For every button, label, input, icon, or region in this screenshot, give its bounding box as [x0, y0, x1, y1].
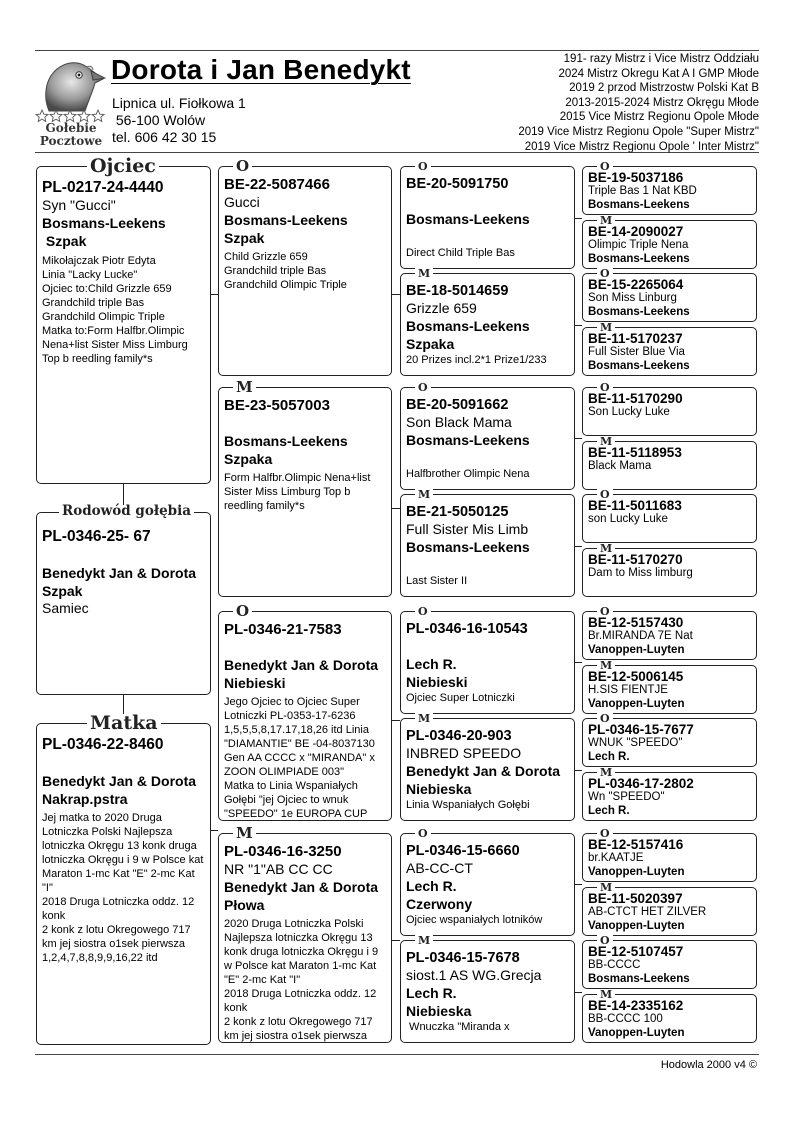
subject-label: Rodowód gołębia: [59, 505, 194, 519]
color: [406, 449, 571, 467]
card-body: [588, 224, 753, 266]
dam-ring: PL-0346-22-8460: [42, 736, 164, 753]
ring-number: PL-0346-21-7583: [224, 621, 342, 638]
sire-marker: O: [597, 935, 613, 946]
ring-number: PL-0346-16-10543: [406, 621, 528, 637]
sire-card[interactable]: [36, 155, 211, 484]
gen3-card[interactable]: [400, 381, 575, 490]
connector-line: [392, 720, 400, 721]
achievements: [518, 52, 759, 154]
breeder: Bosmans-Leekens: [588, 973, 690, 985]
pigeon-name: Olimpic Triple Nena: [588, 239, 689, 251]
card-body: [588, 445, 753, 473]
pigeon-name: Br.MIRANDA 7E Nat: [588, 630, 693, 642]
dam-breeder: Benedykt Jan & Dorota: [42, 773, 197, 789]
achievement-line: 191- razy Mistrz i Vice Mistrz Oddziału: [563, 53, 759, 65]
breeder: Bosmans-Leekens: [406, 432, 530, 448]
sire-marker: O: [597, 161, 613, 172]
pigeon-name: siost.1 AS WG.Grecja: [406, 967, 542, 983]
card-body: [406, 504, 571, 588]
card-body: [588, 998, 753, 1040]
gen4-card[interactable]: [582, 934, 757, 989]
ring-number: BE-19-5037186: [588, 170, 684, 185]
notes: Linia Wspaniałych Gołębi: [406, 799, 530, 811]
ring-number: BE-12-5107457: [588, 944, 684, 959]
gen2-card[interactable]: [218, 824, 392, 1043]
card-body: [406, 621, 571, 705]
card-body: [588, 331, 753, 373]
card-body: [588, 891, 753, 933]
connector-line: [392, 508, 400, 509]
ring-number: BE-21-5050125: [406, 504, 509, 520]
dam-marker: M: [597, 322, 615, 333]
subject-card[interactable]: [36, 503, 211, 695]
breeder: Vanoppen-Luyten: [588, 644, 685, 656]
sire-marker: O: [597, 382, 613, 393]
ring-number: BE-11-5170237: [588, 331, 683, 346]
sire-ring: PL-0217-24-4440: [42, 179, 164, 196]
pigeon-name: AB-CC-CT: [406, 860, 473, 876]
gen4-card[interactable]: [582, 321, 757, 376]
gen3-card[interactable]: [400, 267, 575, 376]
card-body: [224, 843, 388, 1043]
sire-marker: O: [415, 606, 431, 617]
pigeon-name: Triple Bas 1 Nat KBD: [588, 185, 697, 197]
pigeon-name: [224, 415, 388, 432]
ring-number: BE-18-5014659: [406, 283, 509, 299]
breeder: Lech R.: [406, 656, 457, 672]
dam-marker: M: [597, 882, 615, 893]
pigeon-name: Gucci: [224, 194, 260, 210]
card-body: [588, 170, 753, 212]
pigeon-name: son Lucky Luke: [588, 513, 668, 525]
address-street: Lipnica ul. Fiołkowa 1: [112, 95, 246, 111]
ring-number: BE-20-5091750: [406, 176, 509, 192]
ring-number: PL-0346-15-7678: [406, 950, 520, 966]
ring-number: BE-12-5157416: [588, 837, 684, 852]
dam-marker: M: [597, 989, 615, 1000]
ring-number: BE-11-5170270: [588, 552, 683, 567]
dam-marker: M: [415, 489, 433, 500]
breeder: Lech R.: [588, 751, 630, 763]
dam-marker: M: [415, 713, 433, 724]
notes: Jego Ojciec to Ojciec Super Lotniczki PL-0353-17-6236 1,5,5,5,8,17.17,18,26 itd Linia "DIAMANTIE" BE -04-8037130 Gen AA CCCC x "MIRANDA" x ZOON OLIMPIADE 003" Matka to Linia Wspaniałych Gołębi "jej Ojciec to wnuk "SPEEDO" 1e EUROPA CUP: [224, 696, 375, 820]
sire-marker: O: [415, 161, 431, 172]
ring-number: BE-12-5006145: [588, 669, 684, 684]
breeder: Vanoppen-Luyten: [588, 866, 685, 878]
ring-number: BE-20-5091662: [406, 397, 509, 413]
pigeon-name: Dam to Miss limburg: [588, 567, 693, 579]
sire-breeder: Bosmans-Leekens: [42, 215, 166, 231]
sire-color: Szpak: [42, 233, 87, 249]
connector-line: [575, 662, 582, 663]
ring-number: BE-11-5118953: [588, 445, 682, 460]
card-body: [588, 277, 753, 319]
notes: 2020 Druga Lotniczka Polski Najlepsza lotniczka Okręgu 13 konk druga lotniczka Okręgu i 9 w Polsce kat Maraton 1-mc Kat "E" 2-mc Kat "I" 2018 Druga Lotniczka oddz. 12 konk 2 konk z lotu Okregowego 717 km jej siostra o1sek pierwsza: [224, 918, 379, 1042]
gen4-card[interactable]: [582, 766, 757, 821]
connector-line: [211, 830, 218, 831]
achievement-line: 2019 Vice Mistrz Regionu Opole "Super Mistrz": [518, 125, 759, 138]
card-body: [588, 552, 753, 580]
color: Czerwony: [406, 896, 473, 912]
gen4-card[interactable]: [582, 988, 757, 1043]
gen3-card[interactable]: [400, 488, 575, 597]
ring-number: PL-0346-17-2802: [588, 776, 694, 791]
logo: [35, 53, 107, 148]
gen4-card[interactable]: [582, 605, 757, 660]
dam-marker: M: [233, 826, 256, 841]
achievement-line: 2015 Vice Mistrz Regionu Opole Młode: [559, 111, 759, 124]
connector-line: [575, 218, 582, 219]
pigeon-name: AB-CTCT HET ZILVER: [588, 906, 707, 918]
dam-marker: M: [597, 660, 615, 671]
breeder: Vanoppen-Luyten: [588, 920, 685, 932]
subject-breeder: Benedykt Jan & Dorota: [42, 565, 197, 581]
dam-color: Nakrap.pstra: [42, 791, 128, 807]
footer-rule: [35, 1054, 759, 1055]
color: [406, 228, 571, 246]
color: Niebieska: [406, 781, 472, 797]
gen4-card[interactable]: [582, 542, 757, 597]
ring-number: BE-22-5087466: [224, 176, 330, 193]
gen4-card[interactable]: [582, 435, 757, 490]
gen3-card[interactable]: [400, 712, 575, 821]
card-body: [588, 669, 753, 711]
color: Szpaka: [406, 336, 455, 352]
page-title: Dorota i Jan Benedykt: [111, 54, 411, 85]
gen4-card[interactable]: [582, 214, 757, 269]
card-body: [588, 615, 753, 657]
ring-number: BE-14-2335162: [588, 998, 684, 1013]
gen4-card[interactable]: [582, 881, 757, 936]
connector-line: [392, 940, 400, 941]
dam-marker: M: [233, 380, 256, 395]
logo-text-line2: Pocztowe: [39, 134, 103, 148]
dam-marker: M: [597, 215, 615, 226]
color: Niebieska: [406, 1003, 472, 1019]
ring-number: BE-12-5157430: [588, 615, 684, 630]
gen3-card[interactable]: [400, 605, 575, 714]
dam-marker: M: [597, 767, 615, 778]
pigeon-name: Full Sister Mis Limb: [406, 521, 529, 537]
achievement-line: 2019 2 przod Mistrzostw Polski Kat B: [569, 82, 759, 95]
sire-label: Ojciec: [87, 157, 159, 176]
card-body: [224, 176, 388, 292]
gen2-card[interactable]: [218, 602, 392, 821]
achievement-line: 2013-2015-2024 Mistrz Okręgu Młode: [565, 96, 759, 109]
color: [406, 556, 571, 574]
breeder: Bosmans-Leekens: [406, 318, 530, 334]
breeder: Bosmans-Leekens: [224, 212, 348, 228]
breeder: Bosmans-Leekens: [406, 539, 530, 555]
card-body: [588, 498, 753, 526]
gen2-card[interactable]: [218, 378, 392, 597]
pigeon-name: NR "1"AB CC CC: [224, 861, 333, 877]
notes: Ojciec Super Lotniczki: [406, 692, 515, 704]
pigeon-name: [224, 639, 388, 656]
gen4-card[interactable]: [582, 659, 757, 714]
card-body: [588, 837, 753, 879]
dam-marker: M: [597, 436, 615, 447]
card-body: [406, 397, 571, 481]
logo-text-line1: Gołebie: [45, 121, 97, 135]
pigeon-name: WNUK "SPEEDO": [588, 737, 683, 749]
card-body: [588, 944, 753, 986]
notes: Form Halfbr.Olimpic Nena+list Sister Miss Limburg Top b reedling family*s: [224, 472, 371, 512]
dam-label: Matka: [87, 714, 161, 733]
notes: Direct Child Triple Bas: [406, 247, 515, 259]
connector-line: [575, 546, 582, 547]
notes: Ojciec wspaniałych lotników: [406, 914, 543, 926]
connector-line: [575, 992, 582, 993]
address-city: 56-100 Wolów: [112, 112, 206, 128]
sire-marker: O: [597, 268, 613, 279]
color: Szpak: [224, 230, 265, 246]
pigeon-name: Black Mama: [588, 460, 652, 472]
card-body: [406, 728, 571, 812]
pigeon-name: Son Miss Linburg: [588, 292, 677, 304]
pigeon-head-icon: [35, 53, 107, 113]
gen4-card[interactable]: [582, 381, 757, 436]
card-body: [406, 283, 571, 367]
breeder: Lech R.: [406, 878, 457, 894]
breeder: Lech R.: [588, 805, 630, 817]
card-body: [588, 722, 753, 764]
pigeon-name: [406, 193, 571, 210]
breeder: Bosmans-Leekens: [588, 306, 690, 318]
dam-marker: M: [415, 935, 433, 946]
sire-marker: O: [233, 159, 252, 174]
notes: Wnuczka "Miranda x: [406, 1021, 510, 1033]
subject-sex: Samiec: [42, 600, 89, 616]
pigeon-name: BB-CCCC: [588, 959, 641, 971]
dam-marker: M: [415, 268, 433, 279]
phone: tel. 606 42 30 15: [112, 129, 217, 145]
connector-line: [575, 884, 582, 885]
connector-line: [392, 294, 400, 295]
pigeon-name: BB-CCCC 100: [588, 1013, 663, 1025]
ring-number: PL-0346-16-3250: [224, 843, 342, 860]
connector-line: [575, 325, 582, 326]
notes: Last Sister II: [406, 575, 468, 587]
connector-line: [575, 438, 582, 439]
gen3-card[interactable]: [400, 934, 575, 1043]
breeder: Bosmans-Leekens: [588, 253, 690, 265]
ring-number: PL-0346-15-6660: [406, 843, 520, 859]
sire-notes: Mikołajczak Piotr Edyta Linia "Lacky Lucke" Ojciec to:Child Grizzle 659 Grandchild triple Bas Grandchild Olimpic Triple Matka to:Form Halfbr.Olimpic Nena+list Sister Miss Limburg Top b reedling family*s: [42, 255, 188, 365]
footer-text: Hodowla 2000 v4 ©: [660, 1059, 757, 1071]
card-body: [406, 176, 571, 260]
gen4-card[interactable]: [582, 160, 757, 215]
breeder: Bosmans-Leekens: [224, 433, 348, 449]
pigeon-name: [406, 638, 571, 655]
notes: Halfbrother Olimpic Nena: [406, 468, 530, 480]
header: [35, 50, 759, 153]
breeder: Bosmans-Leekens: [406, 211, 530, 227]
card-body: [406, 950, 571, 1034]
pigeon-name: INBRED SPEEDO: [406, 745, 522, 761]
ring-number: BE-11-5020397: [588, 891, 683, 906]
gen4-card[interactable]: [582, 267, 757, 322]
gen4-card[interactable]: [582, 712, 757, 767]
pigeon-name: H.SIS FIENTJE: [588, 684, 668, 696]
pigeon-name: Full Sister Blue Via: [588, 346, 685, 358]
breeder: Vanoppen-Luyten: [588, 698, 685, 710]
connector-line: [211, 294, 218, 295]
gen2-card[interactable]: [218, 157, 392, 376]
ring-number: BE-11-5011683: [588, 498, 682, 513]
color: Szpaka: [224, 451, 273, 467]
subject-color: Szpak: [42, 583, 83, 599]
gen3-card[interactable]: [400, 827, 575, 936]
breeder: Benedykt Jan & Dorota: [224, 879, 379, 895]
achievement-line: 2024 Mistrz Okregu Kat A I GMP Młode: [558, 67, 759, 80]
color: Niebieski: [406, 674, 468, 690]
connector-line: [575, 770, 582, 771]
breeder: Benedykt Jan & Dorota: [406, 763, 561, 779]
pigeon-name: Son Black Mama: [406, 414, 512, 430]
ring-number: PL-0346-15-7677: [588, 722, 694, 737]
card-body: [588, 391, 753, 419]
sire-marker: O: [597, 828, 613, 839]
breeder: Bosmans-Leekens: [588, 199, 690, 211]
subject-ring: PL-0346-25- 67: [42, 528, 151, 545]
card-body: [588, 776, 753, 818]
breeder: Bosmans-Leekens: [588, 360, 690, 372]
sire-marker: O: [415, 382, 431, 393]
gen4-card[interactable]: [582, 827, 757, 882]
card-body: [224, 621, 388, 821]
sire-marker: O: [597, 713, 613, 724]
pigeon-name: Son Lucky Luke: [588, 406, 670, 418]
ring-number: BE-23-5057003: [224, 397, 330, 414]
sire-name: Syn "Gucci": [42, 197, 116, 213]
color: Niebieski: [224, 675, 286, 691]
dam-notes: Jej matka to 2020 Druga Lotniczka Polski Najlepsza lotniczka Okręgu 13 konk druga lotniczka Okręgu i 9 w Polsce kat Maraton 1-mc Kat "E" 2-mc Kat "I" 2018 Druga Lotniczka oddz. 12 konk 2 konk z lotu Okregowego 717 km jej siostra o1sek pierwsza 1,2,4,7,8,8,9,9,16,22 itd: [42, 812, 204, 964]
color: Płowa: [224, 897, 265, 913]
notes: Child Grizzle 659 Grandchild triple Bas Grandchild Olimpic Triple: [224, 251, 347, 291]
ring-number: BE-15-2265064: [588, 277, 684, 292]
achievement-line: 2019 Vice Mistrz Regionu Opole ' Inter Mistrz": [524, 140, 759, 153]
gen3-card[interactable]: [400, 160, 575, 269]
ring-number: BE-14-2090027: [588, 224, 684, 239]
notes: 20 Prizes incl.2*1 Prize1/233: [406, 354, 547, 366]
breeder: Vanoppen-Luyten: [588, 1027, 685, 1039]
ring-number: PL-0346-20-903: [406, 728, 512, 744]
pigeon-name: Grizzle 659: [406, 300, 477, 316]
card-body: [406, 843, 571, 927]
gen4-card[interactable]: [582, 488, 757, 543]
sire-marker: O: [415, 828, 431, 839]
dam-card[interactable]: [36, 712, 211, 1045]
card-body: [224, 397, 388, 513]
sire-marker: O: [233, 604, 252, 619]
dam-marker: M: [597, 543, 615, 554]
pigeon-name: br.KAATJE: [588, 852, 644, 864]
breeder: Benedykt Jan & Dorota: [224, 657, 379, 673]
ring-number: BE-11-5170290: [588, 391, 683, 406]
sire-marker: O: [597, 489, 613, 500]
pigeon-name: Wn "SPEEDO": [588, 791, 665, 803]
breeder: Lech R.: [406, 985, 457, 1001]
sire-marker: O: [597, 606, 613, 617]
